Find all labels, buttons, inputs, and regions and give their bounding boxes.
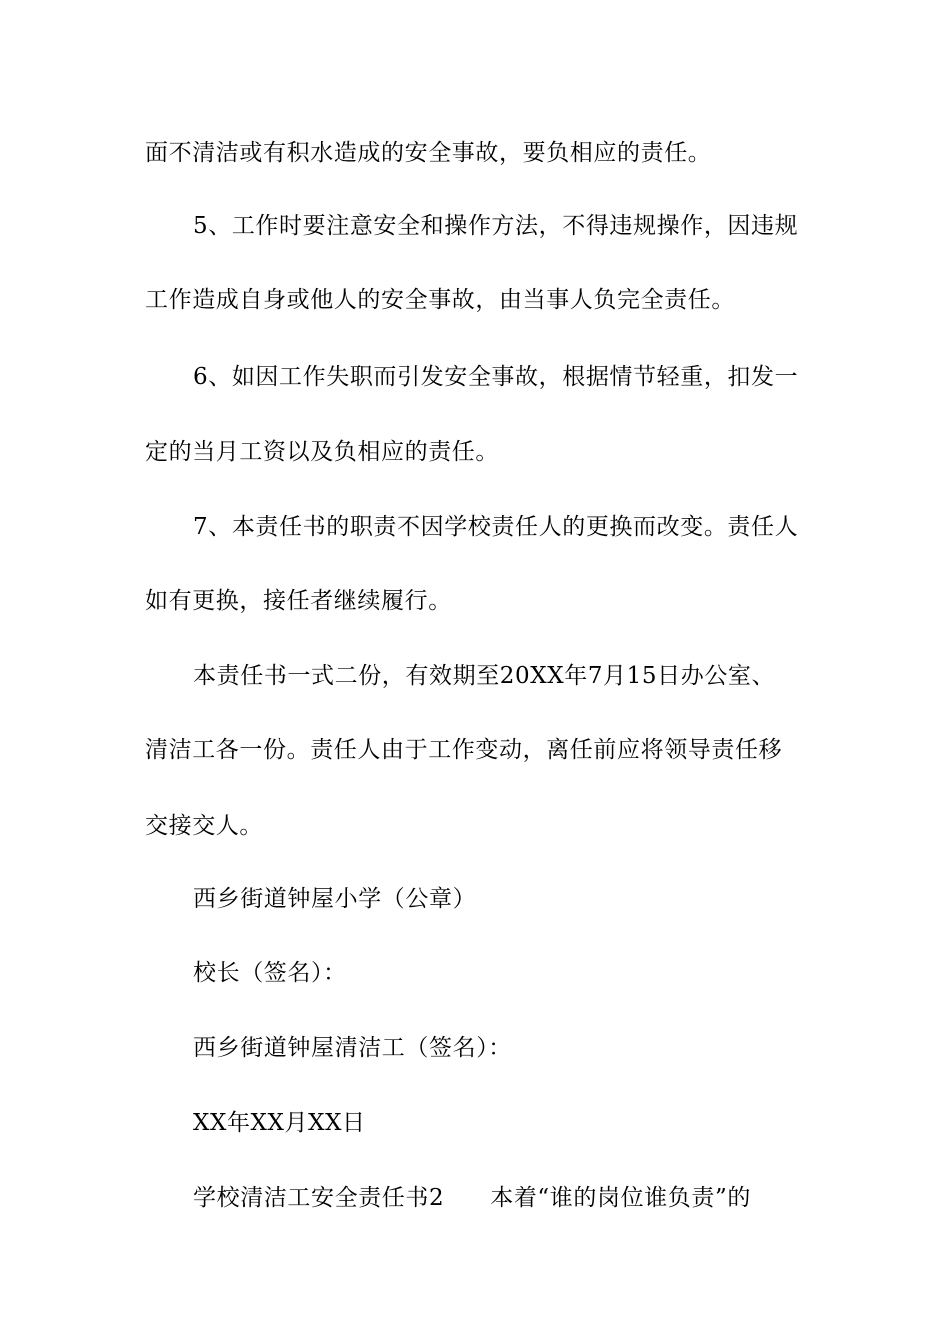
date-line: XX年XX月XX日 bbox=[193, 1110, 366, 1136]
cleaner-signature-line: 西乡街道钟屋清洁工（签名）： bbox=[193, 1035, 512, 1061]
section-continuation: 本着“谁的岗位谁负责”的 bbox=[490, 1185, 751, 1211]
paragraph-line: 定的当月工资以及负相应的责任。 bbox=[145, 439, 499, 465]
paragraph-line: 5、工作时要注意安全和操作方法，不得违规操作，因违规 bbox=[193, 213, 799, 239]
paragraph-line: 清洁工各一份。责任人由于工作变动，离任前应将领导责任移 bbox=[145, 737, 783, 763]
school-seal-line: 西乡街道钟屋小学（公章） bbox=[193, 886, 477, 912]
paragraph-line: 如有更换，接任者继续履行。 bbox=[145, 588, 452, 614]
principal-signature-line: 校长（签名）： bbox=[193, 960, 347, 986]
paragraph-line: 7、本责任书的职责不因学校责任人的更换而改变。责任人 bbox=[193, 514, 799, 540]
paragraph-line: 面不清洁或有积水造成的安全事故，要负相应的责任。 bbox=[145, 140, 712, 166]
next-section-line bbox=[193, 1183, 863, 1213]
paragraph-line: 6、如因工作失职而引发安全事故，根据情节轻重，扣发一 bbox=[193, 364, 799, 390]
paragraph-line: 交接交人。 bbox=[145, 813, 263, 839]
paragraph-line: 工作造成自身或他人的安全事故，由当事人负完全责任。 bbox=[145, 287, 735, 313]
paragraph-line: 本责任书一式二份，有效期至20XX年7月15日办公室、 bbox=[193, 663, 776, 689]
section-title: 学校清洁工安全责任书2 bbox=[193, 1185, 445, 1211]
